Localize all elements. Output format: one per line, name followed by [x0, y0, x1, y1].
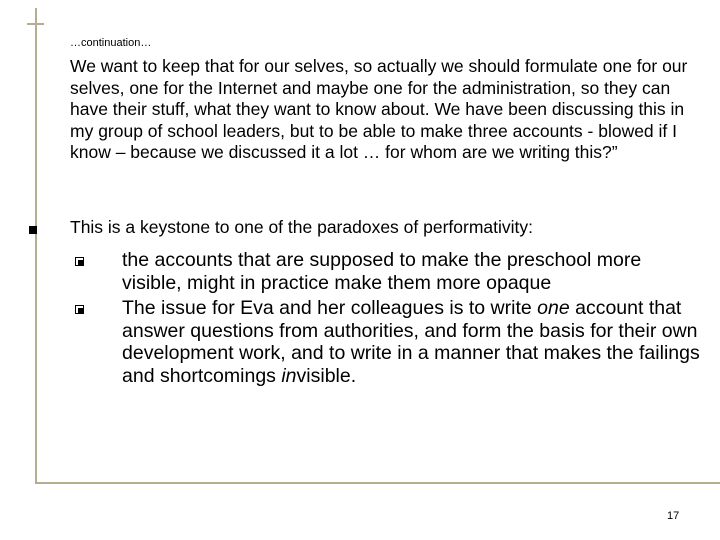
- sub-bullet-2-emphasis-in: in: [281, 364, 297, 387]
- continuation-label: …continuation…: [70, 37, 152, 49]
- bottom-rule: [35, 482, 720, 484]
- square-bullet-icon: [29, 226, 37, 234]
- sub-bullet-icon: [75, 305, 84, 314]
- sub-bullet-2-text: [122, 297, 702, 387]
- sub-bullet-icon: [75, 257, 84, 266]
- sub-bullet-2-part1: The issue for Eva and her colleagues is to write: [122, 297, 538, 319]
- sub-bullet-2-part2: account that answer questions from authorities, and form the basis for their own development work, and to write in a manner that makes the failings and shortcomings: [122, 297, 700, 387]
- page-number: 17: [667, 510, 680, 522]
- quote-paragraph: We want to keep that for our selves, so actually we should formulate one for our selves, one for the Internet and maybe one for the administration, so they can have their stuff, what they want to know about. We have been discussing this in my group of school leaders, but to be able to make three accounts - blowed if I know – because we discussed it a lot … for whom are we writing this?”: [70, 56, 688, 162]
- sub-bullet-2-emphasis-one: one: [537, 297, 570, 319]
- main-bullet-text: This is a keystone to one of the paradoxes of performativity:: [70, 217, 534, 237]
- top-left-tick: [27, 23, 44, 25]
- sub-bullet-2-part3: visible.: [296, 364, 357, 387]
- sub-bullet-1-text: the accounts that are supposed to make the preschool more visible, might in practice make them more opaque: [122, 249, 642, 294]
- left-rule: [35, 8, 37, 482]
